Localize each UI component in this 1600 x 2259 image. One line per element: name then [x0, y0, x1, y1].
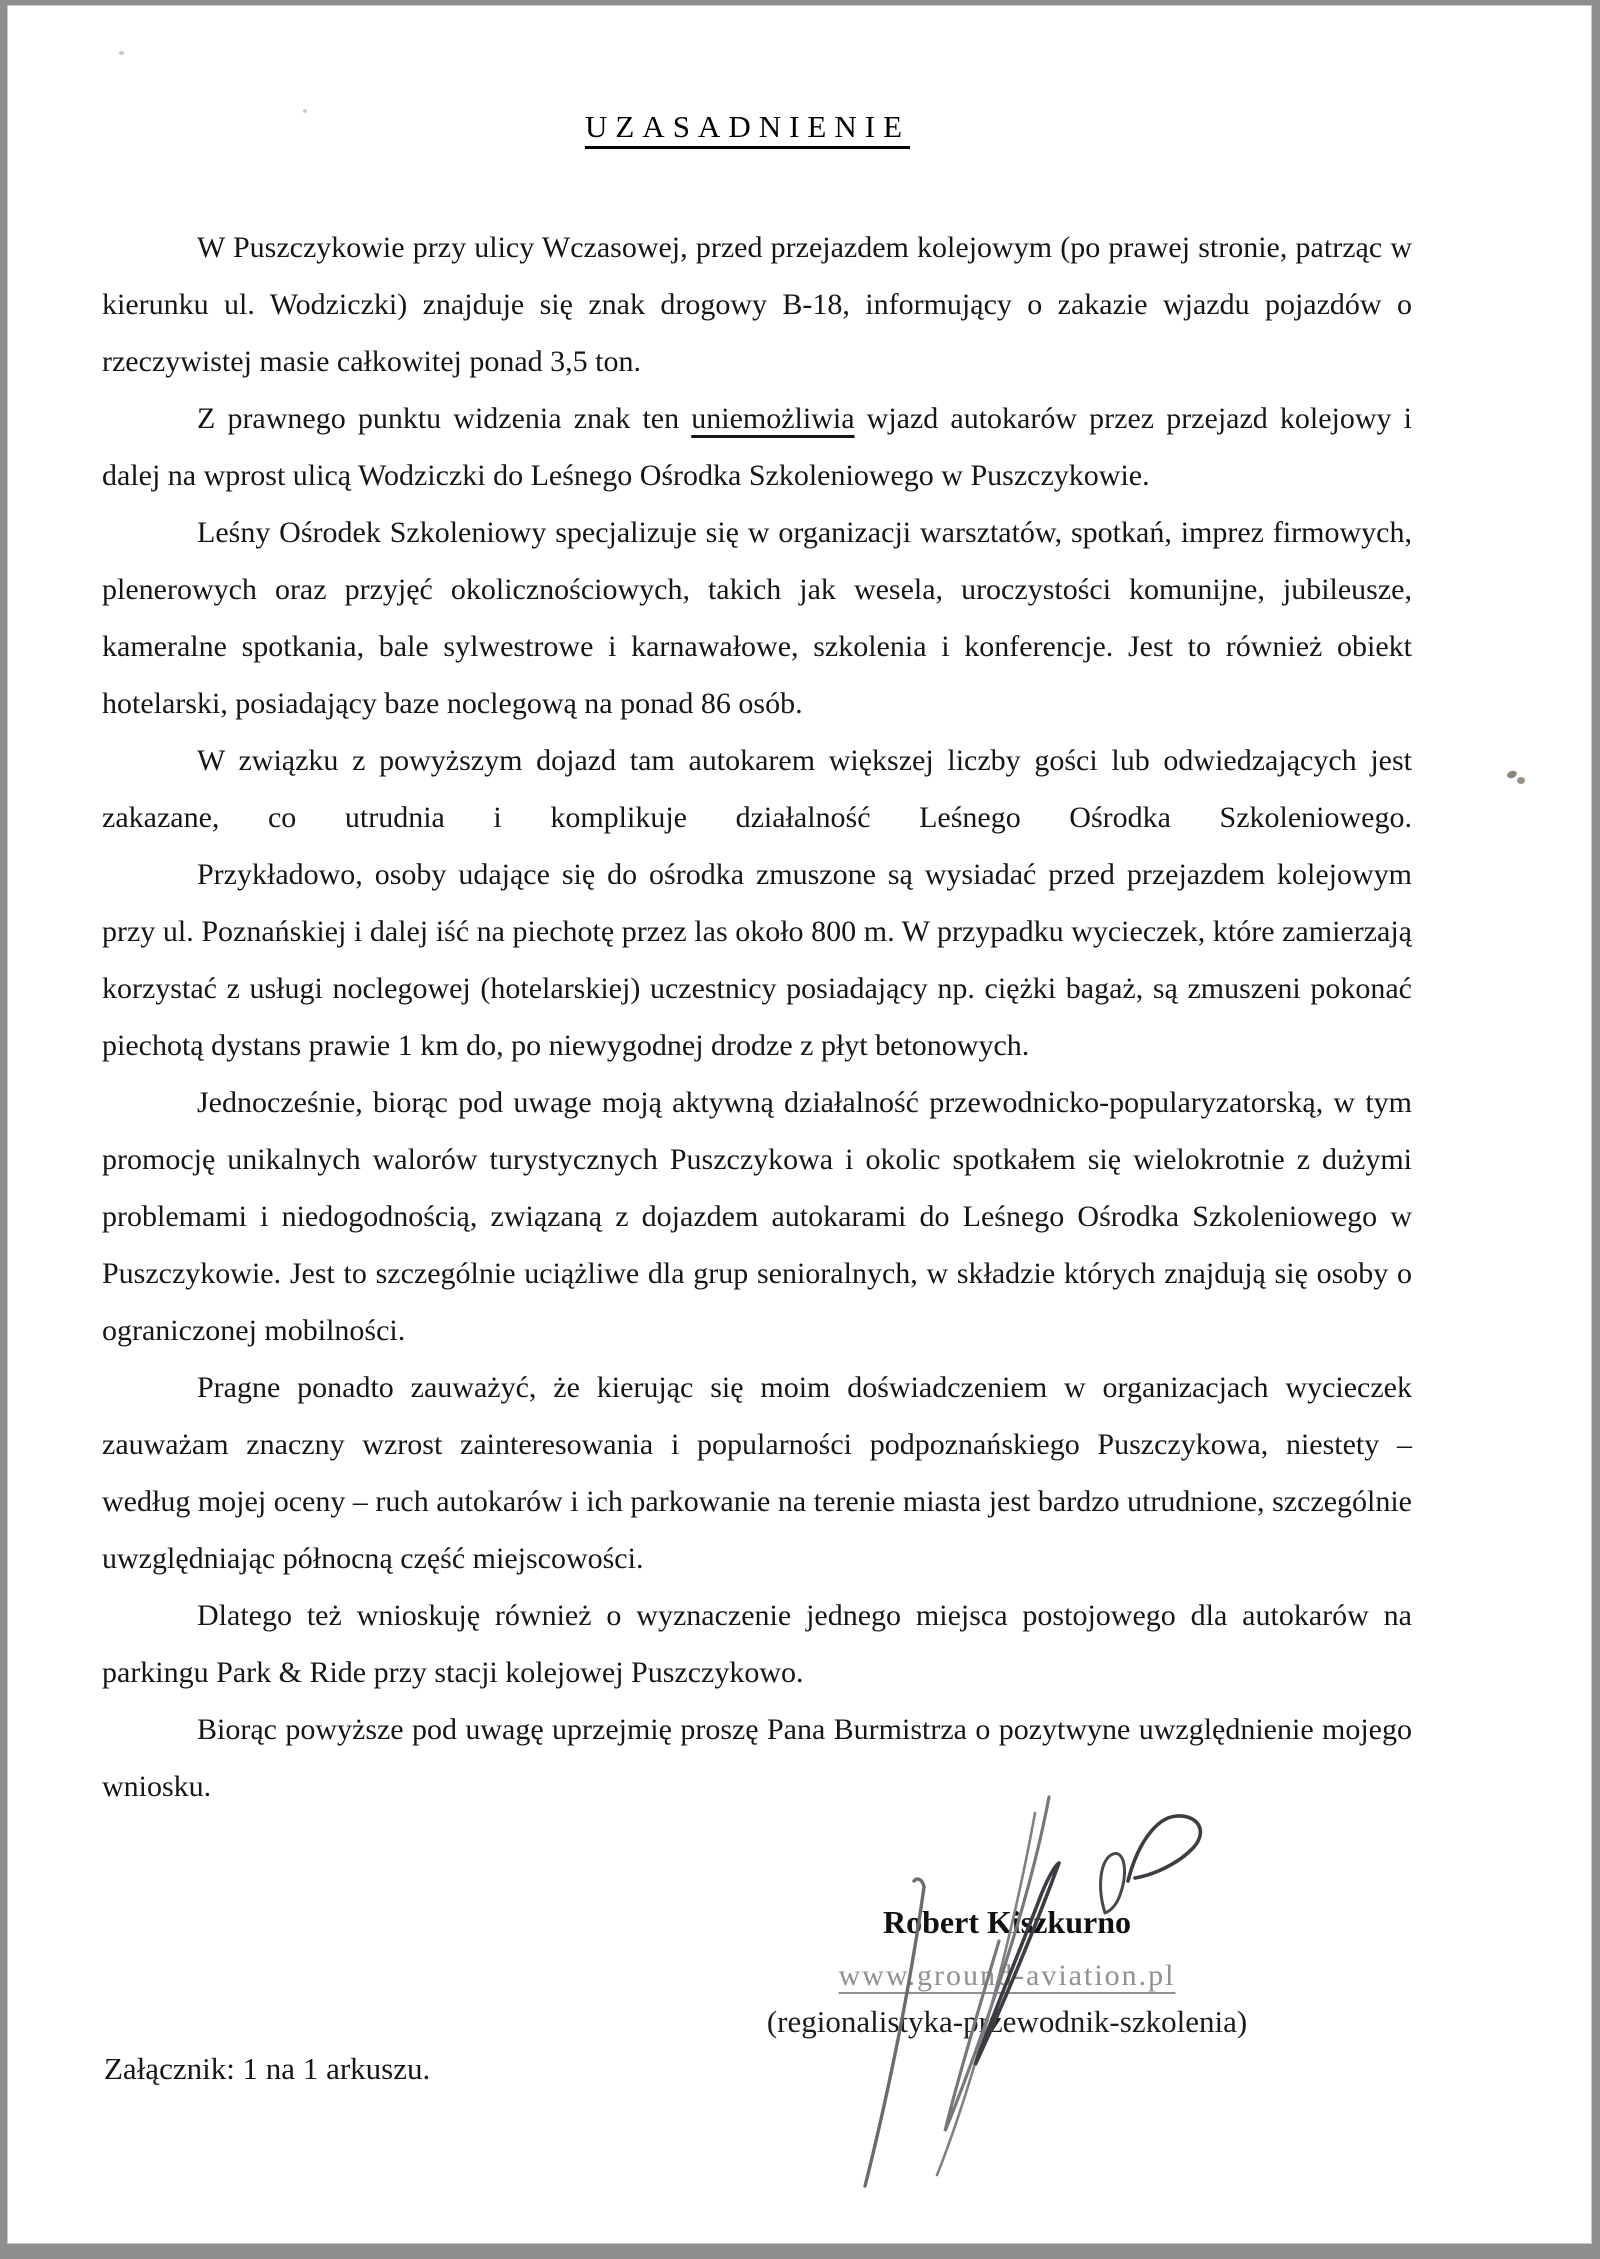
document-title: UZASADNIENIE: [584, 109, 911, 144]
paragraph-5: Przykładowo, osoby udające się do ośrodka zmuszone są wysiadać przed przejazdem kolejowym przy ul. Poznańskiej i dalej iść na piechotę przez las około 800 m. W przypadku wycieczek, które zamierzają korzystać z usługi noclegowej (hotelarskiej) uczestnicy posiadający np. ciężki bagaż, są zmuszeni pokonać piechotą dystans prawie 1 km do, po niewygodnej drodze z płyt betonowych.: [102, 858, 1412, 1062]
paragraph-4: W związku z powyższym dojazd tam autokarem większej liczby gości lub odwiedzających jest zakazane, co utrudnia i komplikuje działalność Leśnego Ośrodka Szkoleniowego.: [102, 744, 1412, 834]
paragraph-8: Dlatego też wnioskuję również o wyznaczenie jednego miejsca postojowego dla autokarów na parkingu Park & Ride przy stacji kolejowej Puszczykowo.: [102, 1599, 1412, 1689]
title-row: [7, 109, 1592, 145]
signer-subtitle: (regionalistyka-przewodnik-szkolenia): [766, 2004, 1248, 2039]
paragraph-6: Jednocześnie, biorąc pod uwage moją aktywną działalność przewodnicko-popularyzatorską, w tym promocję unikalnych walorów turystycznych Puszczykowa i okolic spotkałem się wielokrotnie z dużymi problemami i niedogodnością, związaną z dojazdem autokarami do Leśnego Ośrodka Szkoleniowego w Puszczykowie. Jest to szczególnie uciążliwe dla grup senioralnych, w składzie których znajdują się osoby o ograniczonej mobilności.: [102, 1086, 1412, 1347]
attachment-note: Załącznik: 1 na 1 arkuszu.: [104, 2051, 431, 2086]
scan-artifact: [119, 51, 124, 55]
paragraph-7: Pragne ponadto zauważyć, że kierując się moim doświadczeniem w organizacjach wycieczek zauważam znaczny wzrost zainteresowania i popularności podpoznańskiego Puszczykowa, niestety – według mojej oceny – ruch autokarów i ich parkowanie na terenie miasta jest bardzo utrudnione, szczególnie uwzględniając północną część miejscowości.: [102, 1371, 1412, 1575]
paragraph-2: [102, 390, 1412, 504]
paragraph-2-segment-before: Z prawnego punktu widzenia znak ten: [197, 402, 692, 435]
paragraph-1: W Puszczykowie przy ulicy Wczasowej, przed przejazdem kolejowym (po prawej stronie, patrząc w kierunku ul. Wodziczki) znajduje się znak drogowy B-18, informujący o zakazie wjazdu pojazdów o rzeczywistej masie całkowitej ponad 3,5 ton.: [102, 231, 1412, 378]
paragraph-9: Biorąc powyższe pod uwagę uprzejmię proszę Pana Burmistrza o pozytwyne uwzględnienie mojego wniosku.: [102, 1713, 1412, 1803]
document-body: [102, 219, 1412, 1815]
underlined-word: uniemożliwia: [691, 402, 855, 435]
signer-website: www.ground-aviation.pl: [838, 1959, 1176, 1992]
paragraph-3: Leśny Ośrodek Szkoleniowy specjalizuje się w organizacji warsztatów, spotkań, imprez firmowych, plenerowych oraz przyjęć okolicznościowych, takich jak wesela, uroczystości komunijne, jubileusze, kameralne spotkania, bale sylwestrowe i karnawałowe, szkolenia i konferencje. Jest to również obiekt hotelarski, posiadający baze noclegową na ponad 86 osób.: [102, 516, 1412, 720]
scan-artifact: [303, 109, 307, 113]
paragraph-2-segment-after: wjazd autokarów przez przejazd kolejowy i dalej na wprost ulicą Wodziczki do Leśnego Ośrodka Szkoleniowego w Puszczykowie.: [102, 402, 1413, 492]
scan-artifact: [1517, 777, 1525, 784]
signer-name: Robert Kiszkurno: [883, 1904, 1131, 1940]
scan-artifact: [1506, 770, 1518, 780]
handwritten-signature-icon: [787, 1705, 1307, 2259]
